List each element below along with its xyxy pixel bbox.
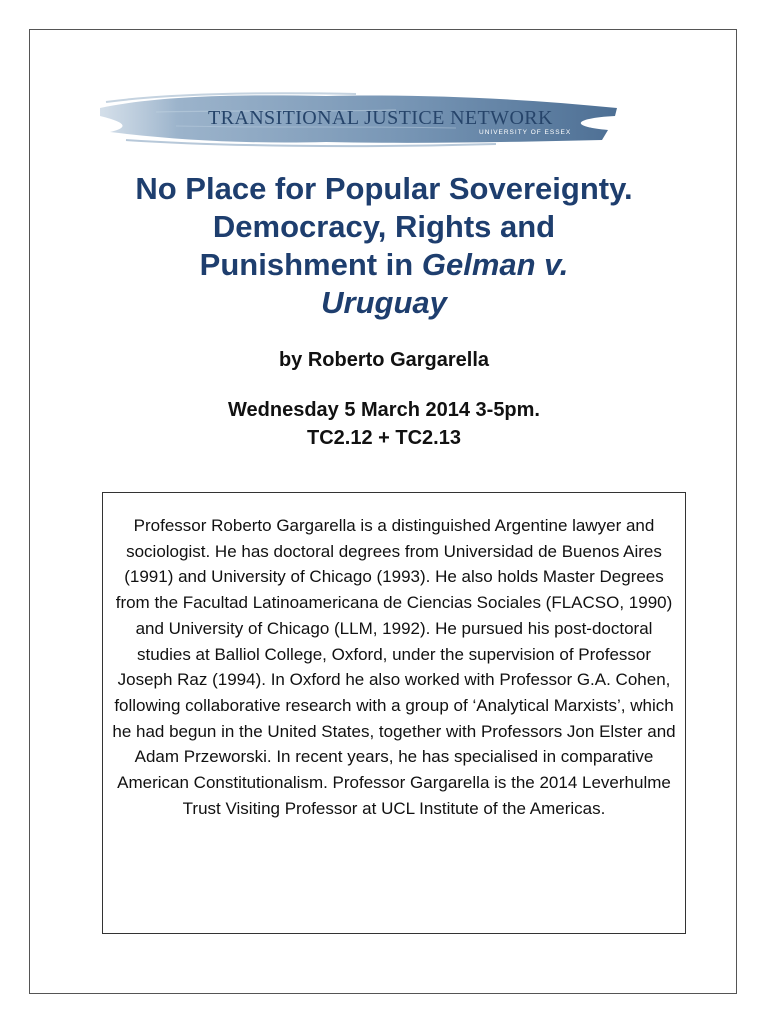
title-line-1: No Place for Popular Sovereignty. [135,171,633,206]
event-title [60,170,708,322]
banner-title: TRANSITIONAL JUSTICE NETWORK [208,107,553,129]
speaker-byline: by Roberto Gargarella [278,349,490,371]
event-date-time: Wednesday 5 March 2014 3-5pm. [228,399,540,421]
title-line-2: Democracy, Rights and [212,209,556,244]
title-case-name-part2: Uruguay [321,285,447,320]
network-banner [96,82,621,152]
title-case-name-part1: Gelman v. [421,247,569,282]
banner-subtitle: UNIVERSITY OF ESSEX [479,129,572,136]
speaker-bio-box [102,492,686,934]
event-room: TC2.12 + TC2.13 [307,427,461,449]
speaker-bio-text: Professor Roberto Gargarella is a distinguished Argentine lawyer and sociologist. He has doctoral degrees from Universidad de Buenos Aires (1991) and University of Chicago (1993). He also holds Master Degrees from the Facultad Latinoamericana de Ciencias Sociales (FLACSO, 1990) and University of Chicago (LLM, 1992). He pursued his post-doctoral studies at Balliol College, Oxford, under the supervision of Professor Joseph Raz (1994). In Oxford he also worked with Professor G.A. Cohen, following collaborative research with a group of ‘Analytical Marxists’, which he had begun in the United States, together with Professors Jon Elster and Adam Przeworski. In recent years, he has specialised in comparative American Constitutionalism. Professor Gargarella is the 2014 Leverhulme Trust Visiting Professor at UCL Institute of the Americas. [112,516,676,818]
event-details [60,396,708,452]
title-line-3: Punishment in [199,247,422,282]
